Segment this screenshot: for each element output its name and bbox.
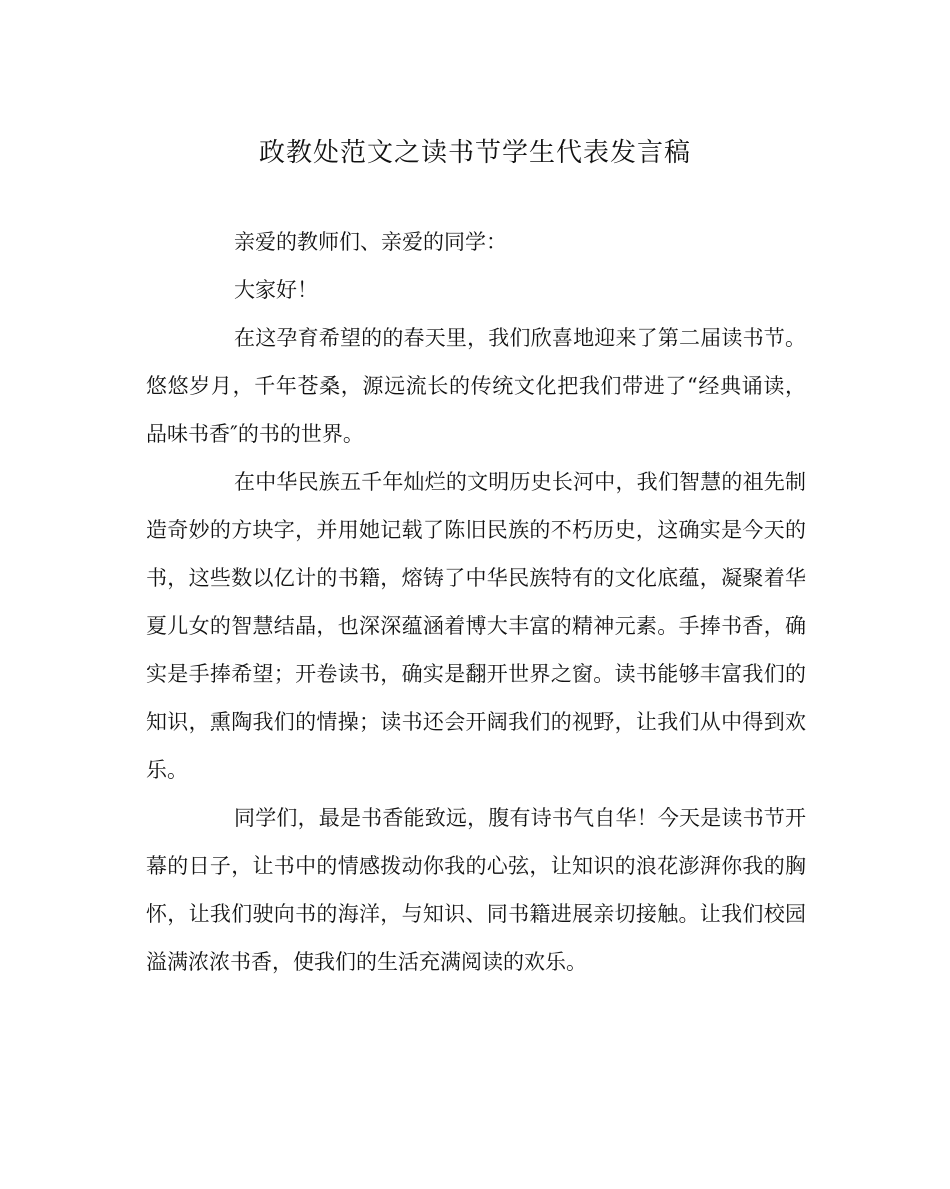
document-body	[146, 218, 806, 986]
paragraph-2: 在中华民族五千年灿烂的文明历史长河中，我们智慧的祖先制造奇妙的方块字，并用她记载了陈旧民族的不朽历史，这确实是今天的书，这些数以亿计的书籍，熔铸了中华民族特有的文化底蕴，凝聚着华夏儿女的智慧结晶，也深深蕴涵着博大丰富的精神元素。手捧书香，确实是手捧希望；开卷读书，确实是翻开世界之窗。读书能够丰富我们的知识，熏陶我们的情操；读书还会开阔我们的视野，让我们从中得到欢乐。	[146, 470, 806, 782]
salutation: 亲爱的教师们、亲爱的同学：	[234, 230, 507, 254]
paragraph-1: 在这孕育希望的的春天里，我们欣喜地迎来了第二届读书节。悠悠岁月，千年苍桑，源远流长的传统文化把我们带进了“经典诵读，品味书香″的书的世界。	[146, 326, 806, 446]
greeting: 大家好！	[234, 278, 318, 302]
document-title: 政教处范文之读书节学生代表发言稿	[258, 138, 691, 168]
paragraph-3: 同学们，最是书香能致远，腹有诗书气自华！今天是读书节开幕的日子，让书中的情感拨动你我的心弦，让知识的浪花澎湃你我的胸怀，让我们驶向书的海洋，与知识、同书籍进展亲切接触。让我们校园溢满浓浓书香，使我们的生活充满阅读的欢乐。	[146, 806, 806, 974]
